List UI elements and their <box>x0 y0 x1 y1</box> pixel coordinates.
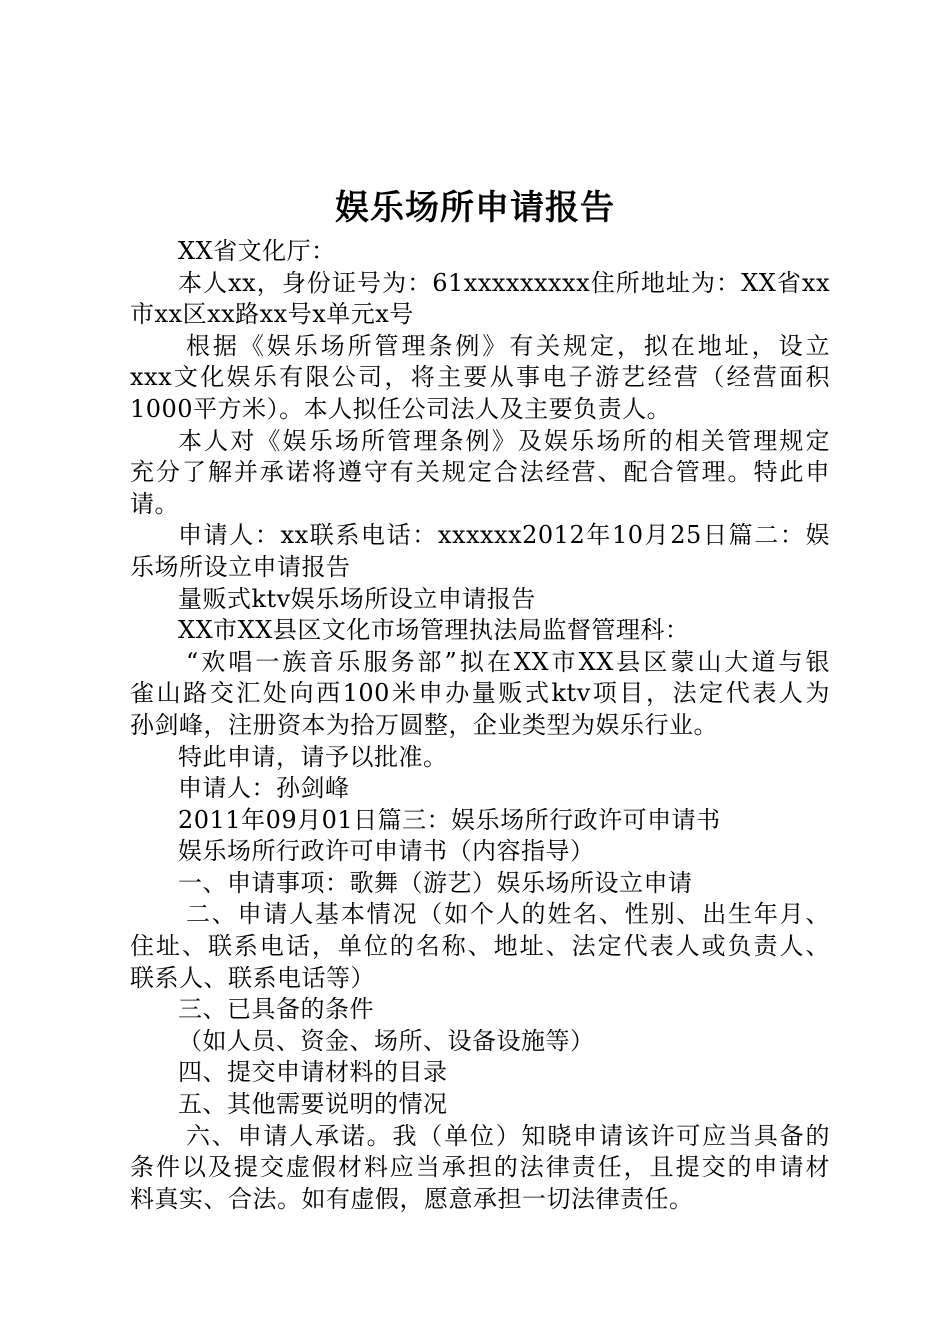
text-line: 1000平方米）。本人拟任公司法人及主要负责人。 <box>130 394 672 423</box>
text-line: 一、申请事项：歌舞（游艺）娱乐场所设立申请 <box>178 868 693 897</box>
text-line: 充分了解并承诺将遵守有关规定合法经营、配合管理。特此申 <box>130 458 830 487</box>
document-body <box>130 236 830 1215</box>
text-line: 料真实、合法。如有虚假，愿意承担一切法律责任。 <box>130 1184 694 1213</box>
text-line: 本人xx，身份证号为：61xxxxxxxxx住所地址为：XX省xx <box>178 268 830 297</box>
text-line: xxx文化娱乐有限公司，将主要从事电子游艺经营（经营面积 <box>130 363 830 392</box>
text-line: XX省文化厅： <box>178 237 336 265</box>
text-line: 市xx区xx路xx号x单元x号 <box>130 300 414 329</box>
text-line: 五、其他需要说明的情况 <box>178 1090 448 1119</box>
text-line: 申请人：xx联系电话：xxxxxx2012年10月25日篇二：娱 <box>178 521 830 550</box>
text-line: “欢唱一族音乐服务部”拟在XX市XX县区蒙山大道与银 <box>186 647 830 676</box>
text-line: 住址、联系电话，单位的名称、地址、法定代表人或负责人、 <box>130 932 830 961</box>
text-line: 六、申请人承诺。我（单位）知晓申请该许可应当具备的 <box>186 1121 830 1150</box>
text-line: 2011年09月01日篇三：娱乐场所行政许可申请书 <box>178 805 721 834</box>
text-line: XX市XX县区文化市场管理执法局监督管理科： <box>178 616 690 645</box>
text-line: 联系人、联系电话等） <box>130 963 375 992</box>
document-title: 娱乐场所申请报告 <box>335 188 615 228</box>
text-line: 四、提交申请材料的目录 <box>178 1058 448 1087</box>
text-line: 申请人：孙剑峰 <box>178 774 350 803</box>
text-line: 雀山路交汇处向西100米申办量贩式ktv项目，法定代表人为 <box>130 679 830 708</box>
text-line: 根据《娱乐场所管理条例》有关规定，拟在地址，设立 <box>186 331 830 360</box>
text-line: 本人对《娱乐场所管理条例》及娱乐场所的相关管理规定 <box>178 426 830 455</box>
text-line: 娱乐场所行政许可申请书（内容指导） <box>178 837 595 866</box>
text-line: 请。 <box>130 489 179 518</box>
text-line: 乐场所设立申请报告 <box>130 552 351 581</box>
text-line: （如人员、资金、场所、设备设施等） <box>178 1026 595 1055</box>
text-line: 二、申请人基本情况（如个人的姓名、性别、出生年月、 <box>186 900 830 929</box>
text-line: 量贩式ktv娱乐场所设立申请报告 <box>178 584 536 613</box>
text-line: 三、已具备的条件 <box>178 995 374 1024</box>
text-line: 孙剑峰，注册资本为拾万圆整，企业类型为娱乐行业。 <box>130 710 718 739</box>
text-line: 条件以及提交虚假材料应当承担的法律责任，且提交的申请材 <box>130 1153 830 1182</box>
text-line: 特此申请，请予以批准。 <box>178 742 448 771</box>
